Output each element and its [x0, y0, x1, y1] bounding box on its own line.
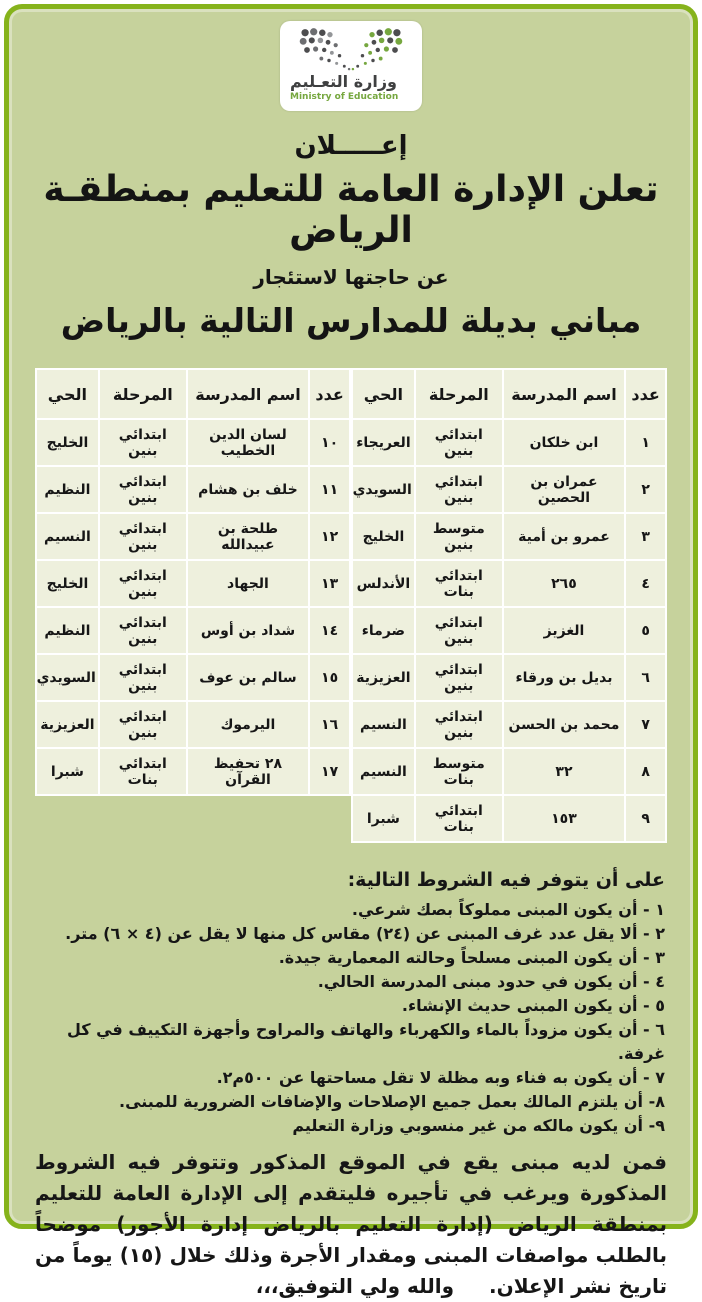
table-row — [352, 466, 666, 513]
ad-panel — [4, 4, 698, 1298]
condition-item: ١ - أن يكون المبنى مملوكاً بصك شرعي. — [351, 900, 665, 919]
table-cell: السويدي — [36, 654, 99, 701]
table-row — [36, 748, 350, 795]
table-row — [36, 701, 350, 748]
schools-table-right-half — [351, 368, 667, 843]
table-cell: الخليج — [36, 560, 99, 607]
table-cell: ٣ — [625, 513, 666, 560]
announcement-label: إعـــــلان — [294, 131, 408, 161]
table-cell: ابتدائي بنين — [415, 701, 503, 748]
table-row — [352, 513, 666, 560]
conditions-title: على أن يتوفر فيه الشروط التالية: — [347, 869, 665, 891]
table-row — [36, 607, 350, 654]
table-cell: محمد بن الحسن — [503, 701, 625, 748]
table-cell: ١٠ — [309, 419, 350, 466]
main-title: تعلن الإدارة العامة للتعليم بمنطقـة الرياض — [43, 169, 659, 251]
table-row — [352, 795, 666, 842]
table-cell: ٧ — [625, 701, 666, 748]
ministry-logo-dots-icon — [296, 27, 406, 71]
header-district: الحي — [352, 369, 415, 419]
table-cell: طلحة بن عبيدالله — [187, 513, 309, 560]
table-cell: ابتدائي بنين — [99, 419, 187, 466]
header-count: عدد — [309, 369, 350, 419]
table-cell: الخليج — [352, 513, 415, 560]
ministry-logo — [280, 21, 422, 111]
table-cell: ٩ — [625, 795, 666, 842]
header-stage: المرحلة — [99, 369, 187, 419]
table-cell: ٢٦٥ — [503, 560, 625, 607]
condition-item: ٦ - أن يكون مزوداً بالماء والكهرباء والهاتف والمراوح وأجهزة التكييف في كل غرفة. — [66, 1020, 665, 1063]
table-cell: ابتدائي بنين — [99, 560, 187, 607]
table-cell: ٨ — [625, 748, 666, 795]
conditions-section — [37, 869, 665, 1138]
table-cell: ١٥ — [309, 654, 350, 701]
table-cell: ٥ — [625, 607, 666, 654]
table-cell: ابتدائي بنين — [99, 701, 187, 748]
table-cell: ضرماء — [352, 607, 415, 654]
table-cell: ابتدائي بنين — [415, 654, 503, 701]
closing-text: فمن لديه مبنى يقع في الموقع المذكور وتتوفر فيه الشروط المذكورة ويرغب في تأجيره فليتقدم إلى الإدارة العامة للتعليم بمنطقة الرياض (إدارة التعليم بالرياض إدارة الأجور) موضحاً بالطلب مواصفات المبنى ومقدار الأجرة وذلك خلال (١٥) يوماً من تاريخ نشر الإعلان. — [35, 1150, 667, 1298]
table-cell: ٦ — [625, 654, 666, 701]
table-cell: العزيزية — [352, 654, 415, 701]
table-cell: ١٢ — [309, 513, 350, 560]
table-cell: النسيم — [36, 513, 99, 560]
subject-title: مباني بديلة للمدارس التالية بالرياض — [60, 301, 642, 340]
table-cell: ٢ — [625, 466, 666, 513]
conditions-list — [37, 898, 665, 1138]
table-row — [36, 513, 350, 560]
table-cell: ابتدائي بنين — [99, 513, 187, 560]
header-stage: المرحلة — [415, 369, 503, 419]
table-row — [352, 701, 666, 748]
table-cell: ١٦ — [309, 701, 350, 748]
table-cell: ابتدائي بنات — [415, 560, 503, 607]
table-cell: الأندلس — [352, 560, 415, 607]
table-cell: السويدي — [352, 466, 415, 513]
ministry-logo-arabic-title: وزارة التعـليم — [290, 72, 397, 91]
table-cell: ١٣ — [309, 560, 350, 607]
table-row — [352, 560, 666, 607]
condition-item: ٥ - أن يكون المبنى حديث الإنشاء. — [401, 996, 665, 1015]
table-cell: شبرا — [36, 748, 99, 795]
table-cell: لسان الدين الخطيب — [187, 419, 309, 466]
table-row — [36, 560, 350, 607]
table-cell: ٢٨ تحفيظ القرآن — [187, 748, 309, 795]
table-cell: ابتدائي بنين — [415, 466, 503, 513]
table-cell: ابتدائي بنات — [415, 795, 503, 842]
table-cell: خلف بن هشام — [187, 466, 309, 513]
table-cell: ابتدائي بنين — [99, 654, 187, 701]
table-cell: العزيزية — [36, 701, 99, 748]
table-cell: النسيم — [352, 748, 415, 795]
header-school-name: اسم المدرسة — [187, 369, 309, 419]
ministry-logo-english-title: Ministry of Education — [290, 92, 399, 102]
condition-item: ٩- أن يكون مالكه من غير منسوبي وزارة التعليم — [292, 1116, 665, 1135]
condition-item: ٧ - أن يكون به فناء وبه مظلة لا تقل مساحتها عن ٥٠٠م٢. — [216, 1068, 665, 1087]
table-header-row — [36, 369, 350, 419]
table-header-row — [352, 369, 666, 419]
table-row — [352, 607, 666, 654]
table-row — [352, 419, 666, 466]
condition-item: ٨- أن يلتزم المالك بعمل جميع الإصلاحات والإضافات الضرورية للمبنى. — [119, 1092, 665, 1111]
table-cell: ١ — [625, 419, 666, 466]
closing-paragraph — [35, 1147, 667, 1302]
table-row — [36, 419, 350, 466]
table-cell: اليرموك — [187, 701, 309, 748]
schools-table — [35, 368, 667, 843]
farewell-text: والله ولي التوفيق،،، — [255, 1274, 455, 1298]
table-row — [352, 748, 666, 795]
table-cell: ٤ — [625, 560, 666, 607]
table-cell: الجهاد — [187, 560, 309, 607]
table-cell: ابتدائي بنين — [415, 607, 503, 654]
table-cell: ١٥٣ — [503, 795, 625, 842]
header-district: الحي — [36, 369, 99, 419]
table-cell: بديل بن ورقاء — [503, 654, 625, 701]
condition-item: ٤ - أن يكون في حدود مبنى المدرسة الحالي. — [317, 972, 665, 991]
condition-item: ٢ - ألا يقل عدد غرف المبنى عن (٢٤) مقاس كل منها لا يقل عن (٤ × ٦) متر. — [65, 924, 665, 943]
table-cell: ١٧ — [309, 748, 350, 795]
condition-item: ٣ - أن يكون المبنى مسلحاً وحالته المعمارية جيدة. — [278, 948, 665, 967]
schools-table-left-half — [35, 368, 351, 796]
table-cell: الغزيز — [503, 607, 625, 654]
table-row — [36, 654, 350, 701]
header-school-name: اسم المدرسة — [503, 369, 625, 419]
header-count: عدد — [625, 369, 666, 419]
table-cell: متوسط بنين — [415, 513, 503, 560]
table-row — [352, 654, 666, 701]
table-cell: النظيم — [36, 466, 99, 513]
table-row — [36, 466, 350, 513]
table-cell: ١١ — [309, 466, 350, 513]
table-cell: ابتدائي بنات — [99, 748, 187, 795]
table-cell: ١٤ — [309, 607, 350, 654]
table-cell: ٣٢ — [503, 748, 625, 795]
need-subtitle: عن حاجتها لاستئجار — [253, 265, 449, 289]
table-cell: عمران بن الحصين — [503, 466, 625, 513]
table-cell: ابتدائي بنين — [99, 607, 187, 654]
table-cell: ابتدائي بنين — [99, 466, 187, 513]
table-cell: شداد بن أوس — [187, 607, 309, 654]
table-cell: النظيم — [36, 607, 99, 654]
table-cell: العريجاء — [352, 419, 415, 466]
table-cell: ابتدائي بنين — [415, 419, 503, 466]
table-cell: الخليج — [36, 419, 99, 466]
table-cell: شبرا — [352, 795, 415, 842]
table-cell: النسيم — [352, 701, 415, 748]
table-cell: ابن خلكان — [503, 419, 625, 466]
table-cell: متوسط بنات — [415, 748, 503, 795]
table-cell: عمرو بن أمية — [503, 513, 625, 560]
table-cell: سالم بن عوف — [187, 654, 309, 701]
